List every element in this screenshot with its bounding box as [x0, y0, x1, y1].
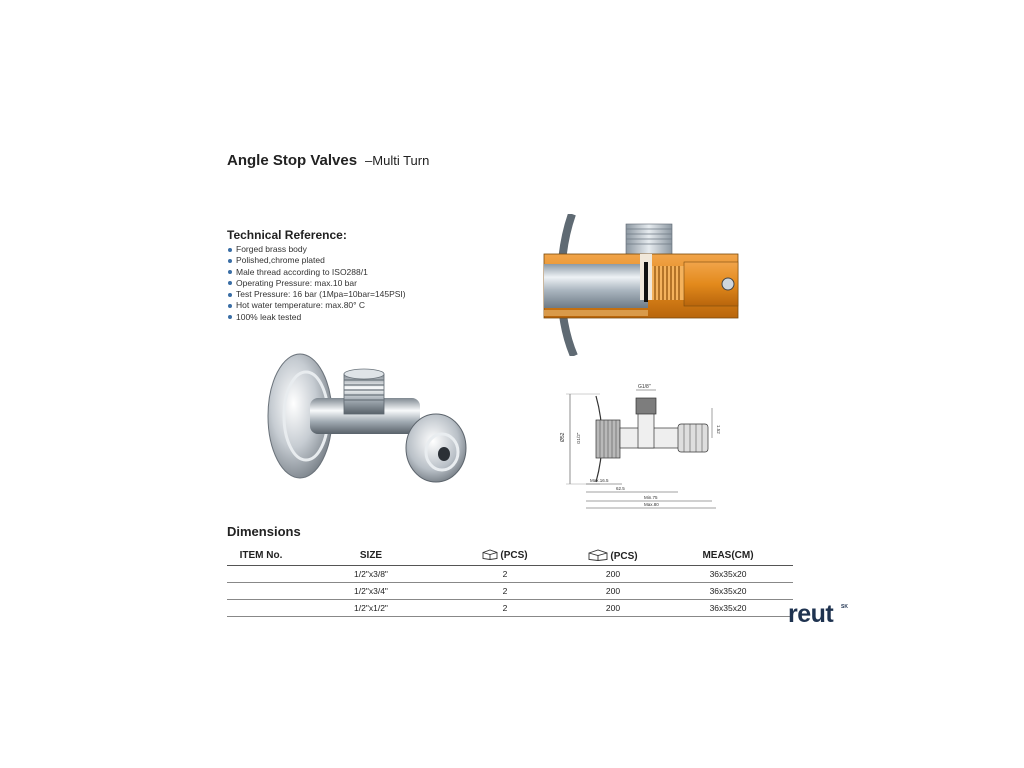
technical-reference-list [227, 244, 406, 323]
cell-item-no [227, 566, 295, 583]
title-sub: –Multi Turn [365, 153, 430, 168]
cell-inner-pcs: 2 [447, 583, 563, 600]
cell-size: 1/2"x3/4" [295, 583, 447, 600]
bullet-icon [228, 315, 232, 319]
cell-meas: 36x35x20 [663, 566, 793, 583]
list-item: Forged brass body [227, 244, 406, 255]
valve-product-photo [256, 338, 472, 488]
cell-carton-pcs: 200 [563, 583, 663, 600]
table-header-row [227, 545, 793, 566]
table-row [227, 600, 793, 617]
header-meas: MEAS(CM) [663, 545, 793, 566]
list-item: Test Pressure: 16 bar (1Mpa=10bar=145PSI) [227, 289, 406, 300]
bullet-icon [228, 281, 232, 285]
list-item: 100% leak tested [227, 312, 406, 323]
list-item: Polished,chrome plated [227, 255, 406, 266]
list-item: Male thread according to ISO288/1 [227, 267, 406, 278]
drawing-label-left: Ø52 [560, 432, 566, 442]
table-row [227, 566, 793, 583]
table-row [227, 583, 793, 600]
bullet-icon [228, 270, 232, 274]
dimensions-title: Dimensions [227, 524, 301, 539]
cell-size: 1/2"x1/2" [295, 600, 447, 617]
cell-carton-pcs: 200 [563, 600, 663, 617]
title-main: Angle Stop Valves [227, 152, 358, 169]
cell-meas: 36x35x20 [663, 600, 793, 617]
page-title [227, 152, 429, 169]
cell-item-no [227, 583, 295, 600]
cell-size: 1/2"x3/8" [295, 566, 447, 583]
cell-inner-pcs: 2 [447, 566, 563, 583]
bullet-icon [228, 248, 232, 252]
dimensions-table [227, 545, 793, 617]
drawing-label-w2: Min.75 [644, 495, 658, 500]
logo-superscript: SK [841, 604, 848, 610]
dimension-drawing [556, 380, 726, 512]
bullet-icon [228, 304, 232, 308]
drawing-label-w1: 62.5 [616, 486, 625, 491]
bullet-icon [228, 259, 232, 263]
header-carton-pcs: (PCS) [563, 545, 663, 566]
list-item: Operating Pressure: max.10 bar [227, 278, 406, 289]
inner-box-icon [482, 549, 498, 560]
carton-box-icon [588, 549, 608, 561]
cell-item-no [227, 600, 295, 617]
header-inner-pcs: (PCS) [447, 545, 563, 566]
cell-meas: 36x35x20 [663, 583, 793, 600]
drawing-label-max: Max.16.5 [590, 478, 609, 483]
logo-text: reut [788, 600, 834, 628]
drawing-label-top: G1/8" [638, 384, 651, 390]
drawing-label-right: 1.52 [716, 425, 721, 434]
cell-carton-pcs: 200 [563, 566, 663, 583]
header-item-no: ITEM No. [227, 545, 295, 566]
cell-inner-pcs: 2 [447, 600, 563, 617]
brand-logo [788, 600, 848, 629]
technical-reference [227, 228, 406, 323]
drawing-label-w3: Max.80 [644, 502, 659, 507]
list-item: Hot water temperature: max.80° C [227, 300, 406, 311]
bullet-icon [228, 293, 232, 297]
valve-cutaway-illustration [528, 214, 752, 356]
technical-reference-heading: Technical Reference: [227, 228, 347, 242]
drawing-label-thread: G1/2" [576, 432, 581, 444]
header-size: SIZE [295, 545, 447, 566]
